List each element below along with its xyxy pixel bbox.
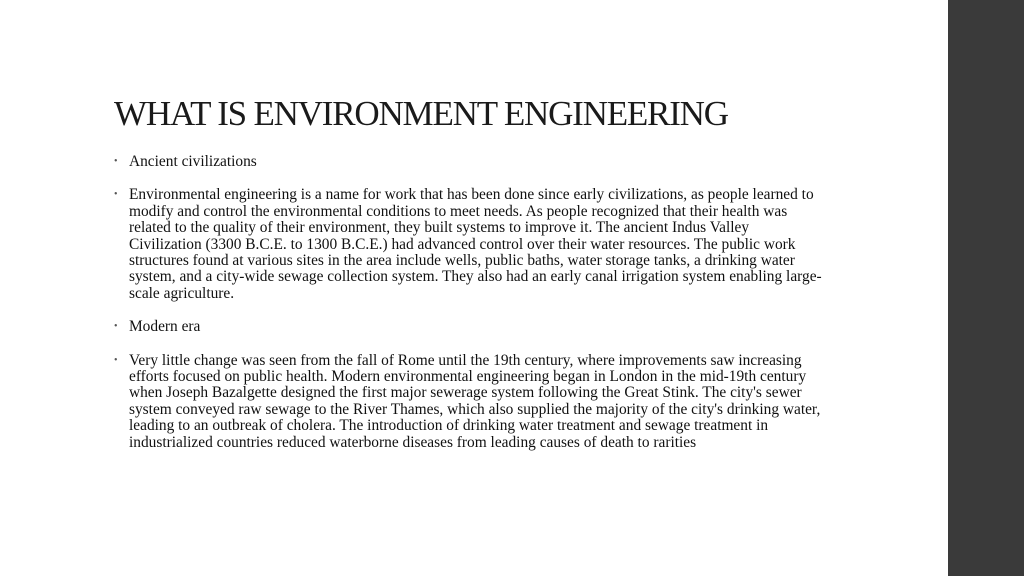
bullet-text: Environmental engineering is a name for work that has been done since early civilizations, as people learned to modify and control the environmental conditions to meet needs. As people recognized that their health was related to the quality of their environment, they built systems to improve it. The ancient Indus Valley Civilization (3300 B.C.E. to 1300 B.C.E.) had advanced control over their water resources. The public work structures found at various sites in the area include wells, public baths, water storage tanks, a drinking water system, and a city-wide sewage collection system. They also had an early canal irrigation system enabling large-scale agriculture.: [129, 186, 822, 302]
slide-title: WHAT IS ENVIRONMENT ENGINEERING: [114, 94, 728, 133]
bullet-text: Modern era: [129, 318, 201, 336]
bullet-text: Very little change was seen from the fall of Rome until the 19th century, where improvements saw increasing efforts focused on public health. Modern environmental engineering began in London in the mid-19th century when Joseph Bazalgette designed the first major sewerage system following the Great Stink. The city's sewer system conveyed raw sewage to the River Thames, which also supplied the majority of the city's drinking water, leading to an outbreak of cholera. The introduction of drinking water treatment and sewage treatment in industrialized countries reduced waterborne diseases from leading causes of death to rarities: [129, 351, 821, 451]
bullet-text: Ancient civilizations: [129, 153, 257, 170]
bullet-item: [114, 154, 824, 170]
bullet-dot-icon: •: [114, 156, 118, 167]
bullet-item: [114, 187, 824, 302]
bullet-item: [114, 319, 824, 335]
bullet-dot-icon: •: [114, 189, 118, 201]
bullet-list: [114, 154, 824, 468]
bullet-dot-icon: •: [114, 354, 118, 366]
side-decor-bar: [948, 0, 1024, 576]
bullet-dot-icon: •: [114, 321, 118, 333]
bullet-item: [114, 353, 824, 451]
